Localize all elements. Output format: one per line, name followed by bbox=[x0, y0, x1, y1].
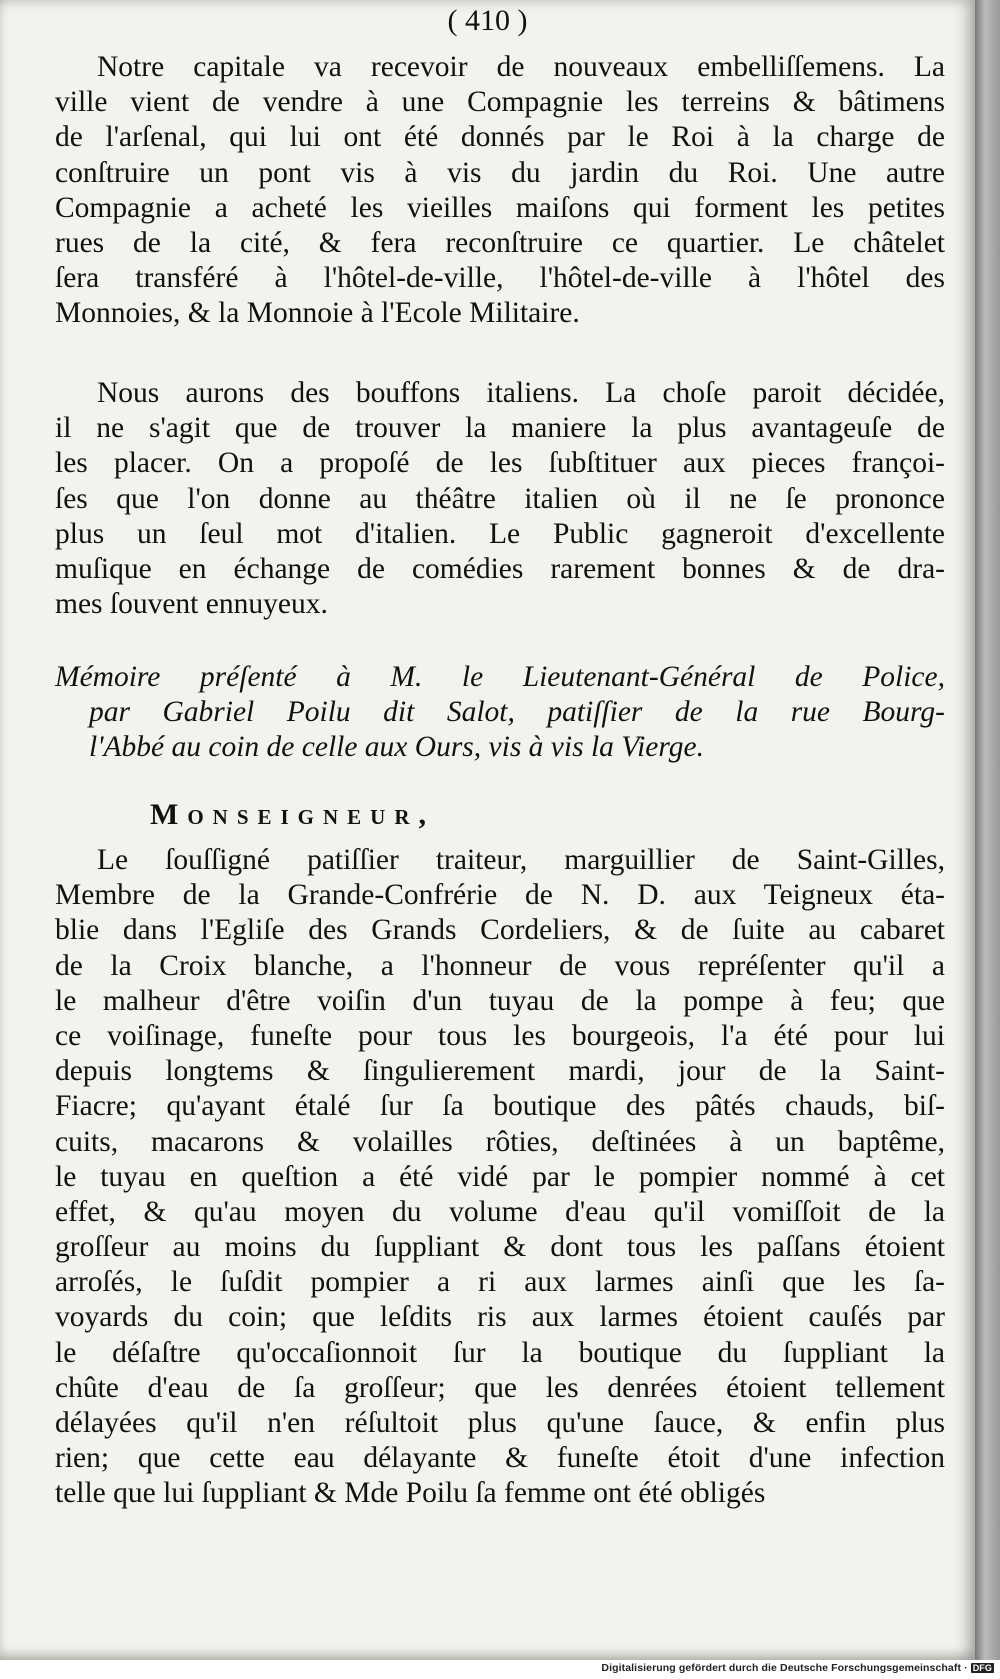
text-line: blie dans l'Egliſe des Grands Cordeliers, & de ſuite au cabaret bbox=[55, 914, 945, 947]
page-number: ( 410 ) bbox=[447, 4, 528, 37]
text-line: le tuyau en queſtion a été vidé par le pompier nommé à cet bbox=[55, 1160, 945, 1193]
text-line: Membre de la Grande-Confrérie de N. D. aux Teigneux éta- bbox=[55, 879, 945, 912]
paragraph-italian-buffoons bbox=[55, 376, 945, 622]
text-line: rien; que cette eau délayante & funeſte étoit d'une infection bbox=[55, 1442, 945, 1475]
text-line: il ne s'agit que de trouver la maniere la plus avantageuſe de bbox=[55, 412, 945, 445]
text-line: chûte d'eau de ſa groſſeur; que les denrées étoient tellement bbox=[55, 1371, 945, 1404]
text-line: mes ſouvent ennuyeux. bbox=[55, 588, 328, 621]
salutation-heading: Monseigneur, bbox=[150, 798, 436, 831]
text-line: l'Abbé au coin de celle aux Ours, vis à vis la Vierge. bbox=[89, 731, 704, 764]
credit-text: Digitalisierung gefördert durch die Deutsche Forschungsgemeinschaft · bbox=[601, 1662, 968, 1674]
text-line: voyards du coin; que leſdits ris aux larmes étoient cauſés par bbox=[55, 1301, 945, 1334]
text-line: ſera transféré à l'hôtel-de-ville, l'hôtel-de-ville à l'hôtel des bbox=[55, 262, 945, 295]
paragraph-capital-embellishments bbox=[55, 50, 945, 332]
text-line: arroſés, le ſuſdit pompier a ri aux larmes ainſi que les ſa- bbox=[55, 1266, 945, 1299]
text-line: Le ſouſſigné patiſſier traiteur, marguillier de Saint-Gilles, bbox=[97, 844, 945, 876]
paragraph-memoire-body bbox=[55, 843, 945, 1512]
text-line: conſtruire un pont vis à vis du jardin du Roi. Une autre bbox=[55, 156, 945, 189]
text-line: ville vient de vendre à une Compagnie les terreins & bâtimens bbox=[55, 86, 945, 119]
text-line: Notre capitale va recevoir de nouveaux embelliſſemens. La bbox=[97, 51, 945, 83]
dfg-logo: DFG bbox=[972, 1663, 992, 1673]
text-line: de l'arſenal, qui lui ont été donnés par le Roi à la charge de bbox=[55, 121, 945, 154]
text-line: ſes que l'on donne au théâtre italien où il ne ſe prononce bbox=[55, 482, 945, 515]
text-line: depuis longtems & ſingulierement mardi, jour de la Saint- bbox=[55, 1055, 945, 1088]
text-line: rues de la cité, & fera reconſtruire ce quartier. Le châtelet bbox=[55, 226, 945, 259]
text-line: groſſeur au moins du ſuppliant & dont tous les paſſans étoient bbox=[55, 1231, 945, 1264]
text-line: Compagnie a acheté les vieilles maiſons qui forment les petites bbox=[55, 191, 945, 224]
text-line: les placer. On a propoſé de les ſubſtituer aux pieces françoi- bbox=[55, 447, 945, 480]
text-line: telle que lui ſuppliant & Mde Poilu ſa femme ont été obligés bbox=[55, 1477, 766, 1510]
memoire-title bbox=[55, 660, 945, 766]
text-line: délayées qu'il n'en réſultoit plus qu'une ſauce, & enfin plus bbox=[55, 1407, 945, 1439]
text-line: Nous aurons des bouffons italiens. La choſe paroit décidée, bbox=[97, 377, 945, 409]
text-line: Fiacre; qu'ayant étalé ſur ſa boutique des pâtés chauds, biſ- bbox=[55, 1090, 945, 1123]
text-line: plus un ſeul mot d'italien. Le Public gagneroit d'excellente bbox=[55, 517, 945, 550]
digitization-credit bbox=[601, 1662, 994, 1674]
page-edge bbox=[975, 0, 1000, 1660]
text-line: de la Croix blanche, a l'honneur de vous repréſenter qu'il a bbox=[55, 949, 945, 982]
text-line: effet, & qu'au moyen du volume d'eau qu'il vomiſſoit de la bbox=[55, 1195, 945, 1228]
text-line: Mémoire préſenté à M. le Lieutenant-Général de Police, bbox=[55, 661, 945, 693]
text-line: par Gabriel Poilu dit Salot, patiſſier de la rue Bourg- bbox=[89, 696, 945, 729]
text-line: le déſaſtre qu'occaſionnoit ſur la boutique du ſuppliant la bbox=[55, 1336, 945, 1369]
text-line: ce voiſinage, funeſte pour tous les bourgeois, l'a été pour lui bbox=[55, 1019, 945, 1052]
text-line: Monnoies, & la Monnoie à l'Ecole Militaire. bbox=[55, 297, 580, 330]
text-line: cuits, macarons & volailles rôties, deſtinées à un baptême, bbox=[55, 1125, 945, 1158]
text-line: le malheur d'être voiſin d'un tuyau de la pompe à feu; que bbox=[55, 984, 945, 1017]
text-line: muſique en échange de comédies rarement bonnes & de dra- bbox=[55, 552, 945, 585]
